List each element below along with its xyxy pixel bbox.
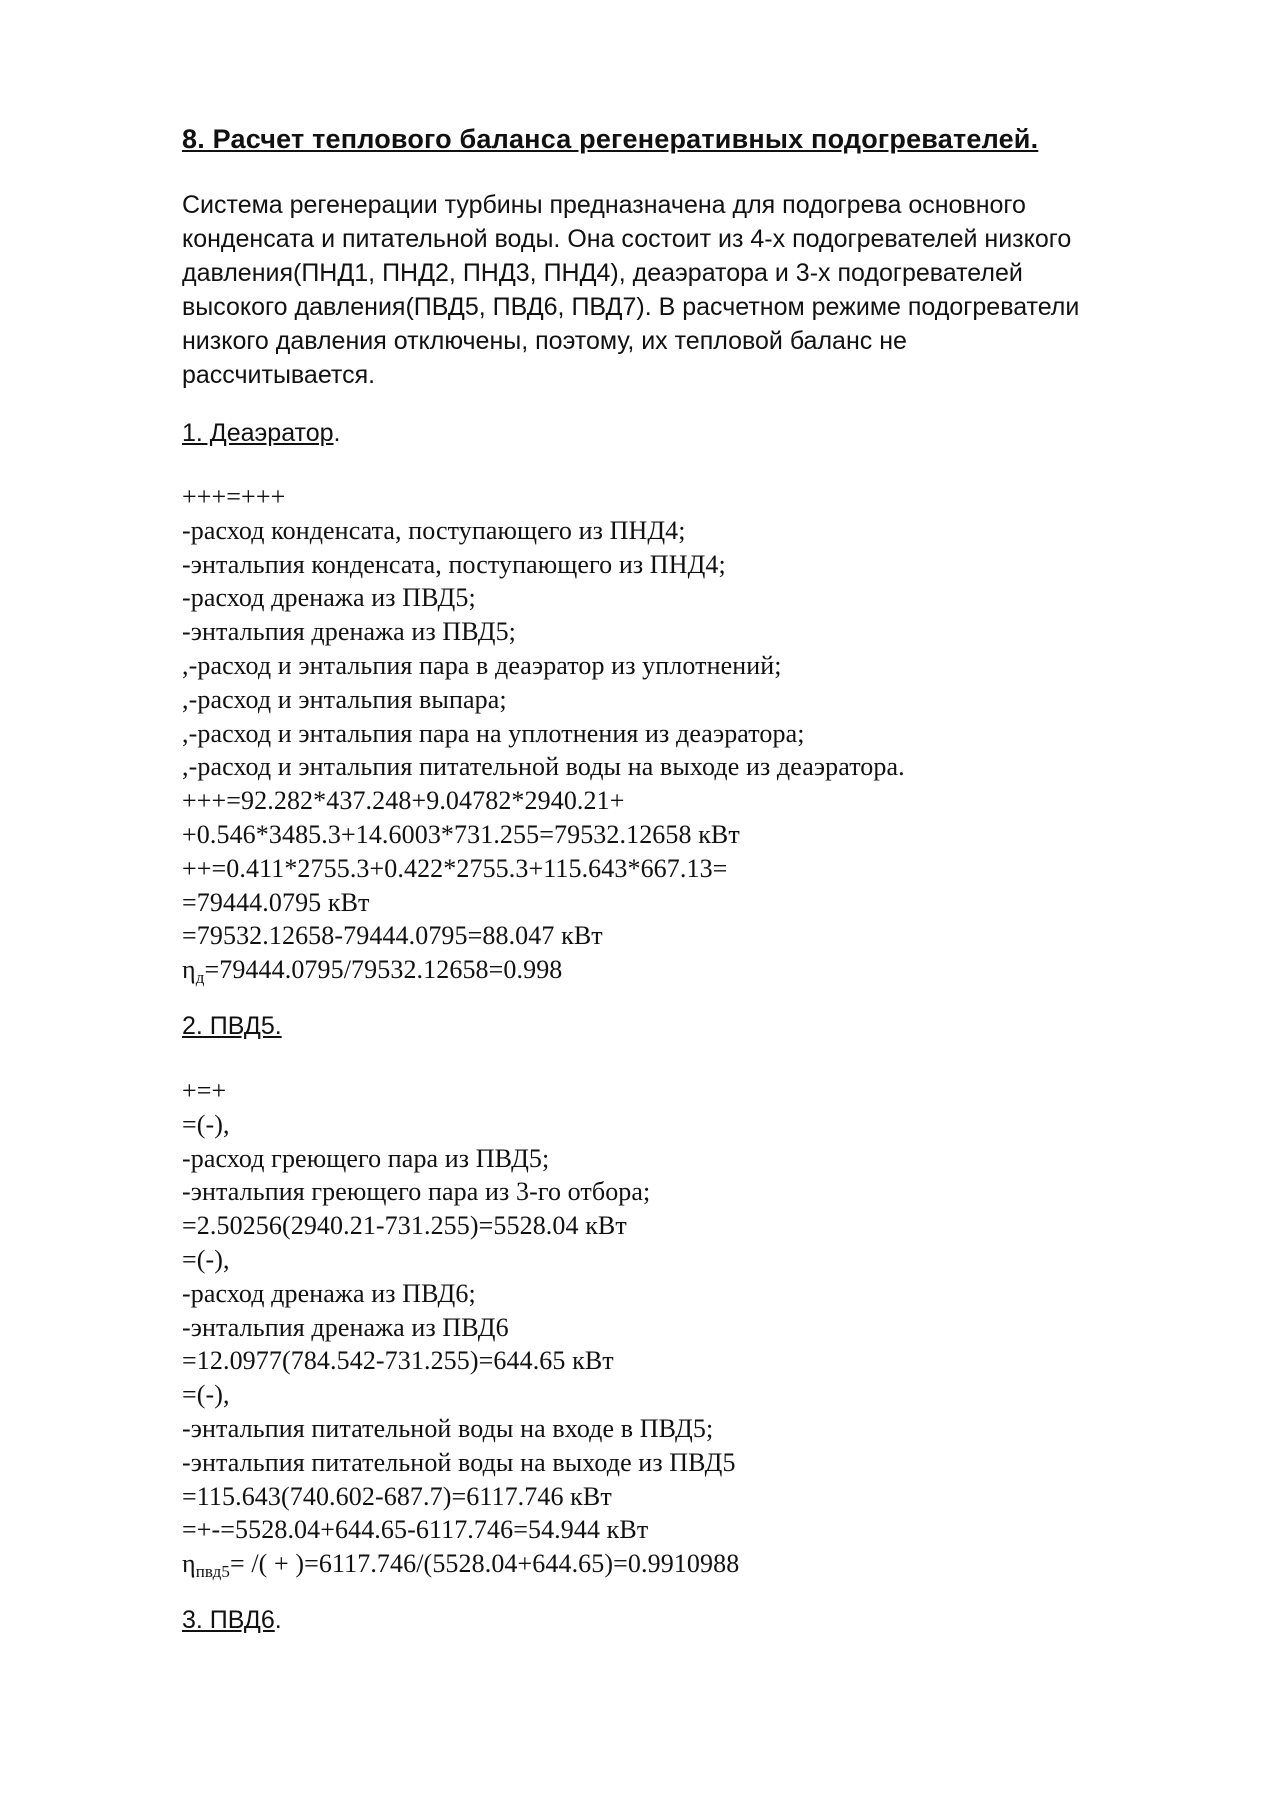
formula-line: =79444.0795 кВт bbox=[182, 887, 370, 917]
formula-line: -энтальпия греющего пара из 3-го отбора; bbox=[182, 1177, 651, 1207]
formula-line: ++=0.411*2755.3+0.422*2755.3+115.643*667.13= bbox=[182, 853, 728, 883]
document-title: 8. Расчет теплового баланса регенеративных подогревателей. bbox=[182, 124, 1039, 154]
section-heading-text: 1. Деаэратор bbox=[182, 419, 334, 447]
formula-line: -расход конденсата, поступающего из ПНД4; bbox=[182, 515, 686, 545]
section-heading-tail: . bbox=[274, 1606, 282, 1634]
eta-value: =79444.0795/79532.12658=0.998 bbox=[204, 955, 563, 985]
formula-line: +=+ bbox=[182, 1076, 227, 1105]
intro-line: высокого давления(ПВД5, ПВД6, ПВД7). В расчетном режиме подогреватели bbox=[182, 293, 1080, 321]
section-heading-pvd5 bbox=[182, 1012, 282, 1041]
formula-line: -энтальпия конденсата, поступающего из ПНД4; bbox=[182, 549, 726, 579]
efficiency-line bbox=[182, 953, 905, 987]
eta-value: = /( + )=6117.746/(5528.04+644.65)=0.9910988 bbox=[229, 1549, 740, 1579]
formula-line: -расход греющего пара из ПВД5; bbox=[182, 1143, 550, 1173]
section-heading-text: 3. ПВД6 bbox=[182, 1606, 275, 1634]
formula-line: =12.0977(784.542-731.255)=644.65 кВт bbox=[182, 1346, 614, 1376]
formula-line: =2.50256(2940.21-731.255)=5528.04 кВт bbox=[182, 1211, 627, 1241]
intro-line: рассчитывается. bbox=[182, 361, 376, 389]
formula-line: -энтальпия дренажа из ПВД5; bbox=[182, 617, 516, 647]
formula-line: -энтальпия питательной воды на входе в ПВД5; bbox=[182, 1413, 714, 1443]
intro-line: конденсата и питательной воды. Она состоит из 4-х подогревателей низкого bbox=[182, 225, 1072, 253]
formula-line: -расход дренажа из ПВД6; bbox=[182, 1278, 476, 1308]
intro-paragraph bbox=[182, 188, 1182, 392]
intro-line: давления(ПНД1, ПНД2, ПНД3, ПНД4), деаэратора и 3-х подогревателей bbox=[182, 259, 1023, 287]
section-heading-tail: . bbox=[333, 419, 341, 447]
formula-line: =+-=5528.04+644.65-6117.746=54.944 кВт bbox=[182, 1515, 649, 1545]
eta-subscript: д bbox=[195, 968, 205, 988]
eta-symbol: η bbox=[182, 1549, 196, 1579]
intro-line: Система регенерации турбины предназначена для подогрева основного bbox=[182, 191, 1026, 219]
formula-line: +++=92.282*437.248+9.04782*2940.21+ bbox=[182, 786, 625, 816]
formula-line: ,-расход и энтальпия пара в деаэратор из уплотнений; bbox=[182, 650, 782, 680]
formula-line: -расход дренажа из ПВД5; bbox=[182, 583, 476, 613]
formula-line: -энтальпия дренажа из ПВД6 bbox=[182, 1312, 509, 1342]
formula-line: +++=+++ bbox=[182, 482, 286, 511]
formula-line: +0.546*3485.3+14.6003*731.255=79532.12658 кВт bbox=[182, 819, 740, 849]
eta-symbol: η bbox=[182, 955, 196, 985]
formula-line: =(-), bbox=[182, 1244, 230, 1274]
efficiency-line bbox=[182, 1547, 739, 1581]
intro-line: низкого давления отключены, поэтому, их тепловой баланс не bbox=[182, 327, 907, 355]
formula-line: ,-расход и энтальпия питательной воды на выходе из деаэратора. bbox=[182, 752, 905, 782]
section-heading-pvd6 bbox=[182, 1606, 282, 1635]
formula-line: =79532.12658-79444.0795=88.047 кВт bbox=[182, 921, 603, 951]
formula-line: -энтальпия питательной воды на выходе из ПВД5 bbox=[182, 1447, 736, 1477]
section-heading-text: 2. ПВД5. bbox=[182, 1012, 282, 1040]
formula-line: =115.643(740.602-687.7)=6117.746 кВт bbox=[182, 1481, 612, 1511]
formula-line: ,-расход и энтальпия выпара; bbox=[182, 684, 507, 714]
section-body-pvd5 bbox=[182, 1074, 739, 1581]
eta-subscript: пвд5 bbox=[195, 1562, 230, 1582]
formula-line: =(-), bbox=[182, 1380, 230, 1410]
formula-line: ,-расход и энтальпия пара на уплотнения из деаэратора; bbox=[182, 718, 805, 748]
formula-line: =(-), bbox=[182, 1109, 230, 1139]
section-body-deaerator bbox=[182, 480, 905, 987]
section-heading-deaerator bbox=[182, 419, 340, 448]
